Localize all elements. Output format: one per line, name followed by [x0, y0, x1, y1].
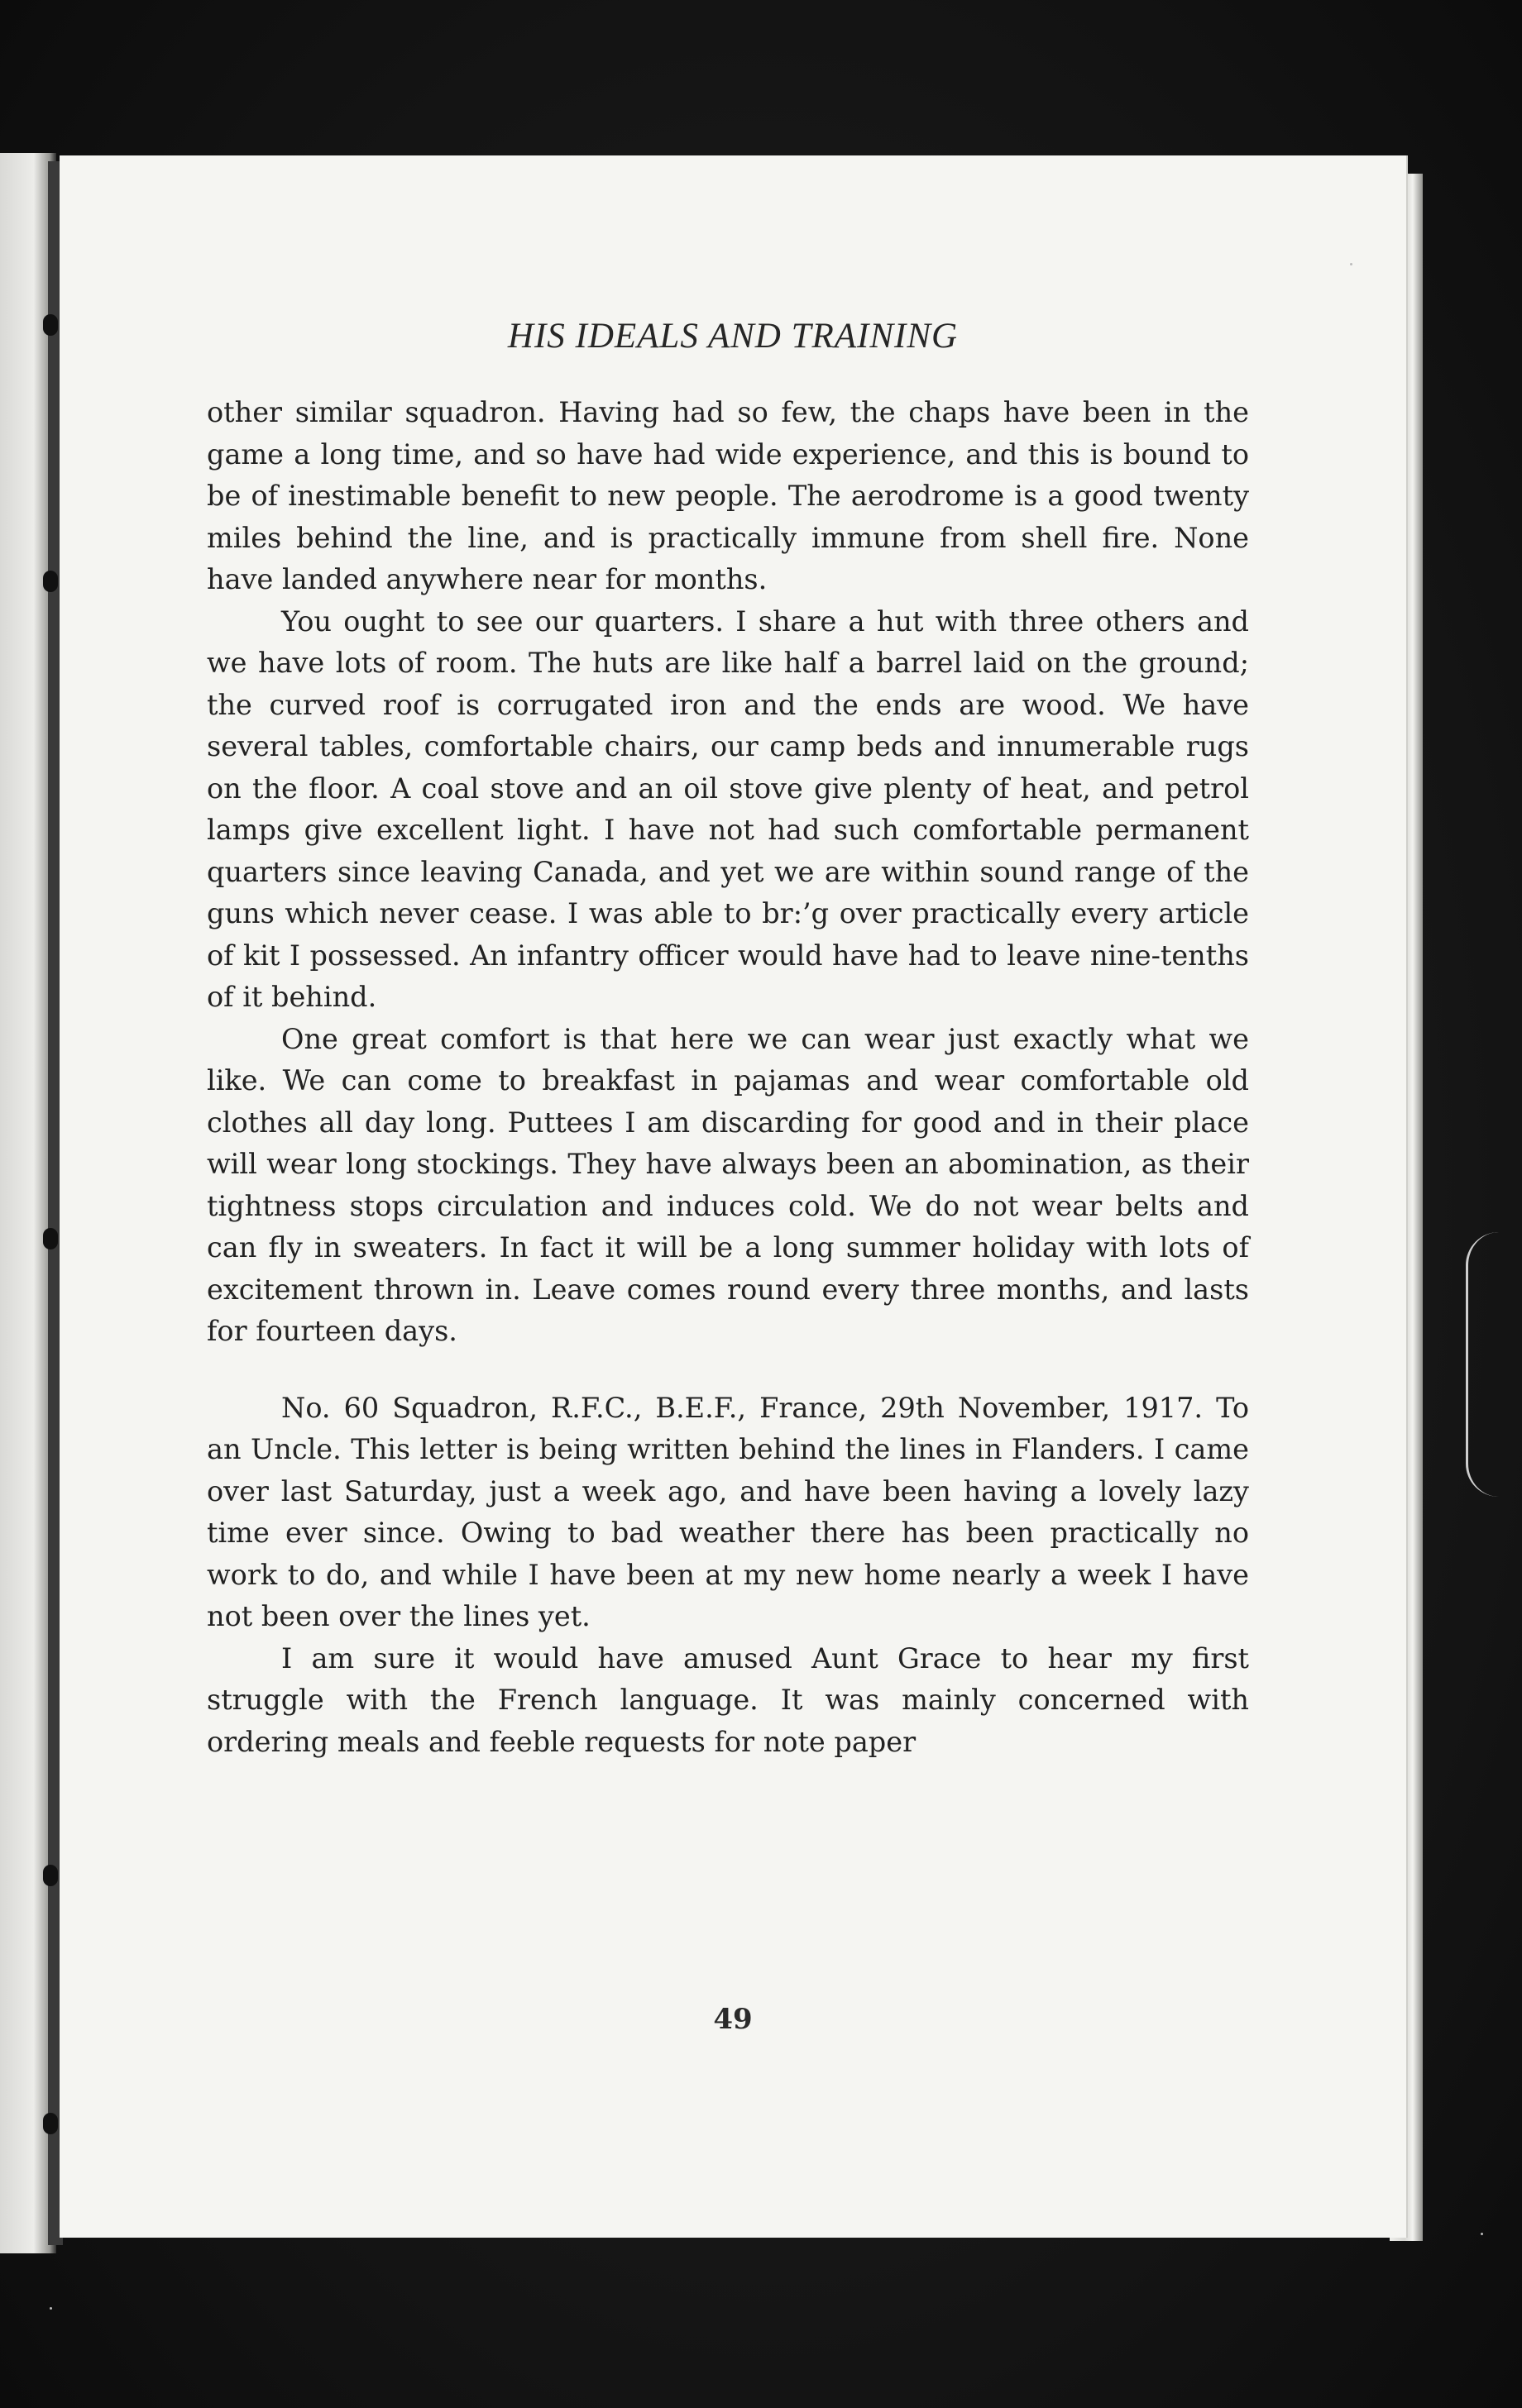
book-page	[60, 155, 1406, 2238]
binding-mark	[43, 2113, 58, 2134]
binding-mark	[43, 571, 58, 592]
binding-mark	[43, 1228, 58, 1249]
dust-speck	[1350, 263, 1352, 265]
running-head: HIS IDEALS AND TRAINING	[507, 317, 959, 356]
paragraph: You ought to see our quarters. I share a hut with three others and we have lots of room. The huts are like half a barrel laid on the ground; the curved roof is corrugated iron and the ends are wood. We have several tables, comfortable chairs, our camp beds and innumerable rugs on the floor. A coal stove and an oil stove give plenty of heat, and petrol lamps give excellent light. I have not had such comfortable permanent quarters since leaving Canada, and yet we are within sound range of the guns which never cease. I was able to br:’g over practically every article of kit I possessed. An infantry officer would have had to leave nine-tenths of it behind.	[207, 604, 1249, 1013]
paragraph: No. 60 Squadron, R.F.C., B.E.F., France, 29th November, 1917. To an Uncle. This letter is being written behind the lines in Flanders. I came over last Saturday, just a week ago, and have been having a lovely lazy time ever since. Owing to bad weather there has been practically no work to do, and while I have been at my new home nearly a week I have not been over the lines yet.	[207, 1391, 1249, 1632]
dust-speck	[50, 2307, 52, 2310]
dust-speck	[1481, 2233, 1483, 2235]
body-text	[207, 392, 1249, 1763]
paragraph: other similar squadron. Having had so few, the chaps have been in the game a long time, and so have had wide experience, and this is bound to be of inestimable benefit to new people. The aerodrome is a good twenty miles behind the line, and is practically immune from shell fire. None have landed anywhere near for months.	[207, 396, 1249, 595]
binding-mark	[43, 1865, 58, 1886]
paragraph: One great comfort is that here we can wear just exactly what we like. We can come to breakfast in pajamas and wear comfortable old clothes all day long. Puttees I am discarding for good and in their place will wear long stockings. They have always been an abomination, as their tightness stops circulation and induces cold. We do not wear belts and can fly in sweaters. In fact it will be a long summer holiday with lots of excitement thrown in. Leave comes round every three months, and lasts for fourteen days.	[207, 1022, 1249, 1347]
paragraph: I am sure it would have amused Aunt Grace to hear my first struggle with the French language. It was mainly concerned with ordering meals and feeble requests for note paper	[207, 1641, 1249, 1758]
paper-curl	[1466, 1232, 1513, 1497]
page-number: 49	[713, 2003, 753, 2036]
binding-mark	[43, 314, 58, 336]
